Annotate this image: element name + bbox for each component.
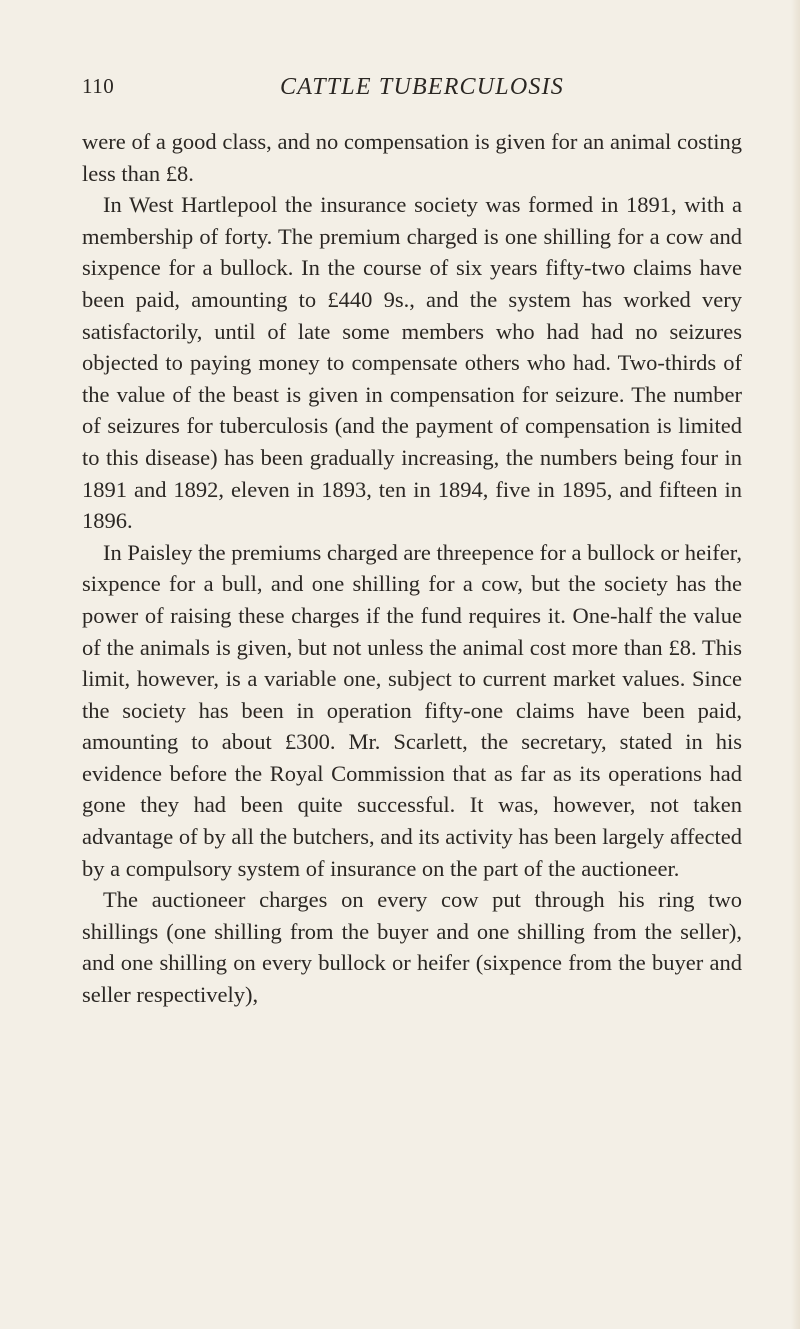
paragraph-paisley: In Paisley the premiums charged are threepence for a bullock or heifer, sixpence for a bull, and one shilling for a cow, but the society has the power of raising these charges if the fund requires it. One-half the value of the animals is given, but not unless the animal cost more than £8. This limit, however, is a variable one, subject to current market values. Since the society has been in operation fifty-one claims have been paid, amounting to about £300. Mr. Scarlett, the secretary, stated in his evidence before the Royal Commission that as far as its operations had gone they had been quite successful. It was, however, not taken advantage of by all the butchers, and its activity has been largely affected by a compulsory system of insurance on the part of the auctioneer. bbox=[82, 539, 742, 881]
page-header bbox=[82, 74, 742, 110]
paragraph-auctioneer: The auctioneer charges on every cow put through his ring two shillings (one shilling from the buyer and one shilling from the seller), and one shilling on every bullock or heifer (sixpence from the buyer and seller respectively), bbox=[82, 887, 742, 1008]
body-text bbox=[82, 126, 742, 1011]
paragraph-continued: were of a good class, and no compensation is given for an animal costing less than £8. bbox=[82, 129, 742, 186]
paragraph-west-hartlepool: In West Hartlepool the insurance society was formed in 1891, with a membership of forty. The premium charged is one shilling for a cow and sixpence for a bullock. In the course of six years fifty-two claims have been paid, amounting to £440 9s., and the system has worked very satisfactorily, until of late some members who had had no seizures objected to paying money to compensate others who had. Two-thirds of the value of the beast is given in compensation for seizure. The number of seizures for tuberculosis (and the payment of compensation is limited to this disease) has been gradually increasing, the numbers being four in 1891 and 1892, eleven in 1893, ten in 1894, five in 1895, and fifteen in 1896. bbox=[82, 192, 742, 534]
page-edge bbox=[791, 0, 800, 1329]
running-head: CATTLE TUBERCULOSIS bbox=[280, 74, 564, 100]
page-number: 110 bbox=[82, 74, 115, 98]
